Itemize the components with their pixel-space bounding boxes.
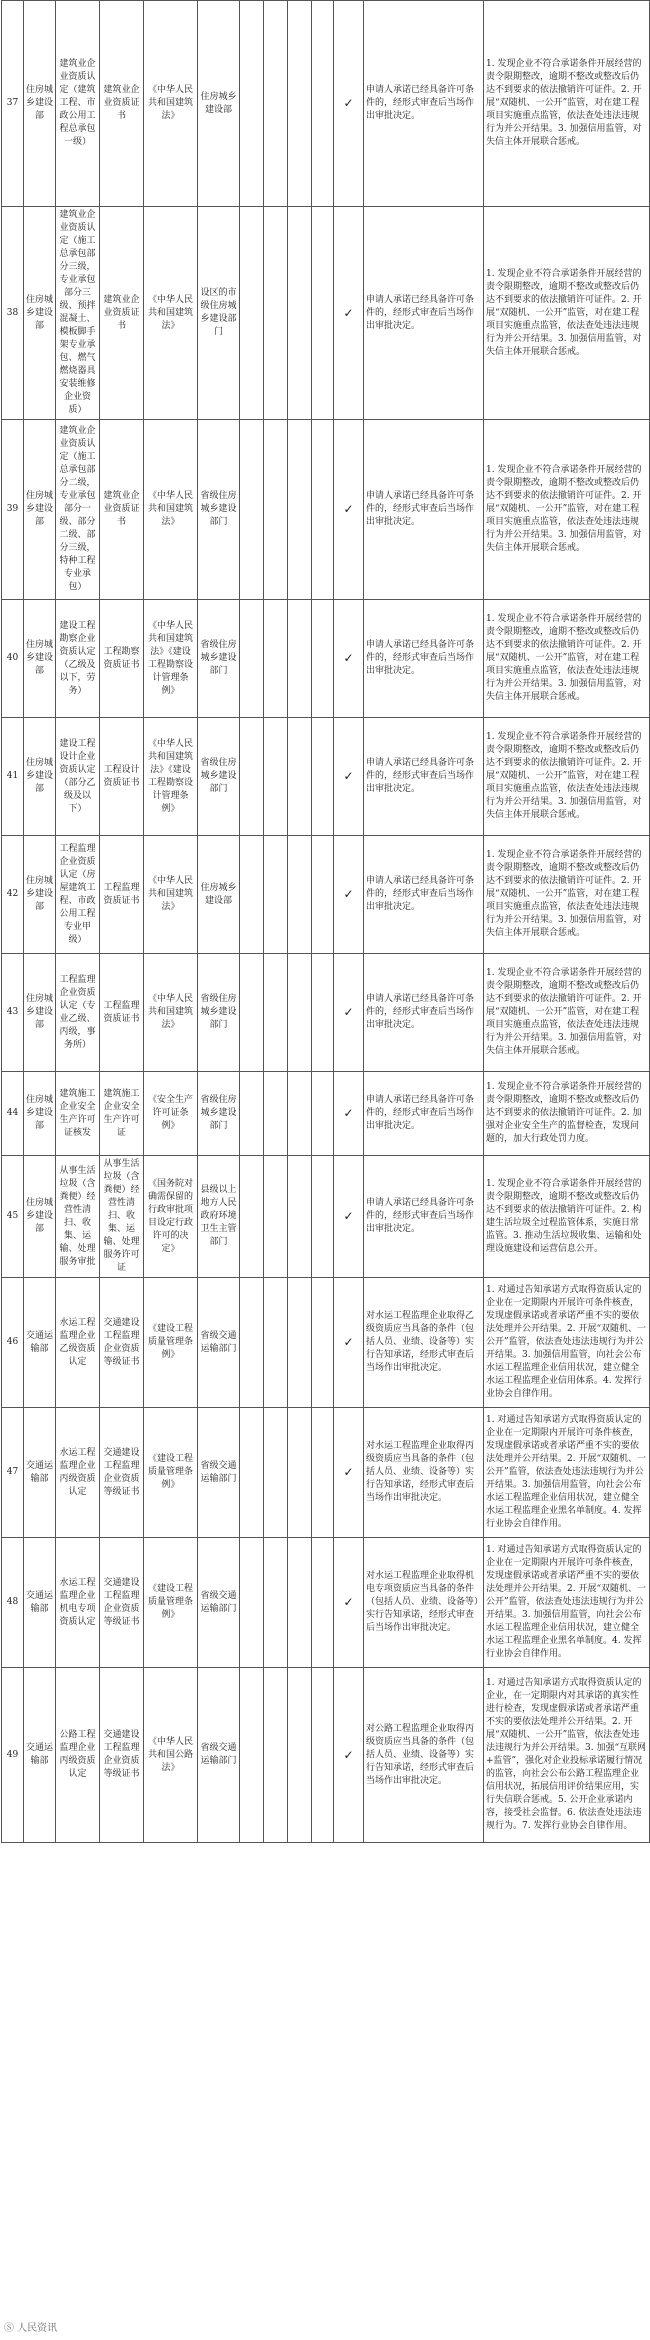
empty-cell <box>288 1538 312 1668</box>
certificate-cell: 交通建设工程监理企业资质等级证书 <box>100 1668 144 1843</box>
commitment-condition-cell: 申请人承诺已经具备许可条件的，经形式审查后当场作出审批决定。 <box>364 1 484 207</box>
legal-basis-cell: 《中华人民共和国建筑法》 <box>144 420 198 600</box>
supervision-measures-cell: 1. 对通过告知承诺方式取得资质认定的企业在一定期限内开展许可条件核查，发现虚假承诺或者承诺严重不实的要依法处理并公开结果。2. 开展“双随机、一公开”监管，依法查处违法违规行为并公开结果。3. 加强信用监管，向社会公布水运工程监理企业信用状况，建立健全水运工程监理企业黑名单制度。4. 发挥行业协会自律作用。 <box>484 1408 650 1538</box>
row-number: 39 <box>2 420 24 600</box>
empty-cell <box>240 1278 264 1408</box>
empty-cell <box>240 1156 264 1278</box>
empty-cell <box>240 1538 264 1668</box>
item-name-cell: 公路工程监理企业丙级资质认定 <box>56 1668 100 1843</box>
table-row <box>2 600 650 718</box>
empty-cell <box>240 1072 264 1156</box>
empty-cell <box>288 600 312 718</box>
commitment-condition-cell: 对水运工程监理企业取得机电专项资质应当具备的条件（包括人员、业绩、设备等）实行告知承诺，经形式审查后当场作出审批决定。 <box>364 1538 484 1668</box>
approval-authority-cell: 设区的市级住房城乡建设部门 <box>198 207 240 420</box>
empty-cell <box>312 420 334 600</box>
legal-basis-cell: 《建设工程质量管理条例》 <box>144 1538 198 1668</box>
empty-cell <box>312 207 334 420</box>
empty-cell <box>288 1072 312 1156</box>
table-row <box>2 1538 650 1668</box>
row-number: 46 <box>2 1278 24 1408</box>
commitment-condition-cell: 对公路工程监理企业取得丙级资质应当具备的条件（包括人员、业绩、设备等）实行告知承诺，经形式审查后当场作出审批决定。 <box>364 1668 484 1843</box>
approval-authority-cell: 县级以上地方人民政府环境卫生主管部门 <box>198 1156 240 1278</box>
item-name-cell: 工程监理企业资质认定（房屋建筑工程、市政公用工程专业甲级） <box>56 836 100 954</box>
empty-cell <box>264 207 288 420</box>
row-number: 38 <box>2 207 24 420</box>
table-row <box>2 420 650 600</box>
row-number: 48 <box>2 1538 24 1668</box>
approval-authority-cell: 省级交通运输部门 <box>198 1278 240 1408</box>
empty-cell <box>312 600 334 718</box>
row-number: 42 <box>2 836 24 954</box>
empty-cell <box>264 718 288 836</box>
approval-authority-cell: 省级住房城乡建设部门 <box>198 600 240 718</box>
approval-authority-cell: 省级住房城乡建设部门 <box>198 718 240 836</box>
empty-cell <box>240 718 264 836</box>
empty-cell <box>288 1278 312 1408</box>
table-row <box>2 207 650 420</box>
empty-cell <box>264 836 288 954</box>
certificate-cell: 交通建设工程监理企业资质等级证书 <box>100 1408 144 1538</box>
item-name-cell: 水运工程监理企业丙级资质认定 <box>56 1408 100 1538</box>
certificate-cell: 建筑施工企业安全生产许可证 <box>100 1072 144 1156</box>
item-name-cell: 从事生活垃圾（含粪便）经营性清扫、收集、运输、处理服务审批 <box>56 1156 100 1278</box>
empty-cell <box>288 954 312 1072</box>
checkmark-cell: ✓ <box>334 1278 364 1408</box>
approval-authority-cell: 省级住房城乡建设部门 <box>198 1072 240 1156</box>
certificate-cell: 建筑业企业资质证书 <box>100 420 144 600</box>
department-cell: 住房城乡建设部 <box>24 600 56 718</box>
supervision-measures-cell: 1. 发现企业不符合承诺条件开展经营的责令限期整改，逾期不整改或整改后仍达不到要求的依法撤销许可证件。2. 构建生活垃圾全过程监管体系，实施日常监管。3. 推动生活垃圾收集、运输和处理设施建设和运营信息公开。 <box>484 1156 650 1278</box>
certificate-cell: 交通建设工程监理企业资质等级证书 <box>100 1278 144 1408</box>
empty-cell <box>264 600 288 718</box>
certificate-cell: 建筑业企业资质证书 <box>100 207 144 420</box>
empty-cell <box>264 420 288 600</box>
item-name-cell: 建筑业企业资质认定（施工总承包部分三级，专业承包部分三级、预拌混凝土、模板脚手架专业承包、燃气燃烧器具安装维修企业资质） <box>56 207 100 420</box>
empty-cell <box>288 836 312 954</box>
checkmark-cell: ✓ <box>334 207 364 420</box>
supervision-measures-cell: 1. 发现企业不符合承诺条件开展经营的责令限期整改，逾期不整改或整改后仍达不到要求的依法撤销许可证件。2. 开展“双随机、一公开”监管，对在建工程项目实施重点监管，依法查处违法违规行为并公开结果。3. 加强信用监管，对失信主体开展联合惩戒。 <box>484 954 650 1072</box>
commitment-condition-cell: 申请人承诺已经具备许可条件的，经形式审查后当场作出审批决定。 <box>364 954 484 1072</box>
approval-authority-cell: 住房城乡建设部 <box>198 836 240 954</box>
checkmark-cell: ✓ <box>334 1072 364 1156</box>
checkmark-cell: ✓ <box>334 1156 364 1278</box>
table-row <box>2 1072 650 1156</box>
legal-basis-cell: 《中华人民共和国建筑法》《建设工程勘察设计管理条例》 <box>144 718 198 836</box>
row-number: 47 <box>2 1408 24 1538</box>
supervision-measures-cell: 1. 发现企业不符合承诺条件开展经营的责令限期整改，逾期不整改或整改后仍达不到要求的依法撤销许可证件。2. 开展“双随机、一公开”监管，对在建工程项目实施重点监管，依法查处违法违规行为并公开结果。3. 加强信用监管，对失信主体开展联合惩戒。 <box>484 718 650 836</box>
table-row <box>2 1 650 207</box>
item-name-cell: 建筑施工企业安全生产许可证核发 <box>56 1072 100 1156</box>
row-number: 49 <box>2 1668 24 1843</box>
commitment-condition-cell: 申请人承诺已经具备许可条件的，经形式审查后当场作出审批决定。 <box>364 420 484 600</box>
row-number: 37 <box>2 1 24 207</box>
department-cell: 住房城乡建设部 <box>24 718 56 836</box>
table-row <box>2 836 650 954</box>
department-cell: 住房城乡建设部 <box>24 420 56 600</box>
certificate-cell: 工程监理资质证书 <box>100 954 144 1072</box>
item-name-cell: 建设工程勘察企业资质认定（乙级及以下，劳务） <box>56 600 100 718</box>
empty-cell <box>240 207 264 420</box>
certificate-cell: 建筑业企业资质证书 <box>100 1 144 207</box>
empty-cell <box>240 1 264 207</box>
empty-cell <box>264 954 288 1072</box>
department-cell: 交通运输部 <box>24 1278 56 1408</box>
checkmark-cell: ✓ <box>334 1 364 207</box>
department-cell: 住房城乡建设部 <box>24 1 56 207</box>
supervision-measures-cell: 1. 对通过告知承诺方式取得资质认定的企业在一定期限内开展许可条件核查，发现虚假承诺或者承诺严重不实的要依法处理并公开结果。2. 开展“双随机、一公开”监管，依法查处违法违规行为并公开结果。3. 加强信用监管，向社会公布水运工程监理企业信用状况，建立健全水运工程监理企业信用体系。4. 发挥行业协会自律作用。 <box>484 1278 650 1408</box>
commitment-condition-cell: 申请人承诺已经具备许可条件的，经形式审查后当场作出审批决定。 <box>364 600 484 718</box>
checkmark-cell: ✓ <box>334 420 364 600</box>
supervision-measures-cell: 1. 对通过告知承诺方式取得资质认定的企业，在一定期限内对其承诺的真实性进行检查，发现虚假承诺或者承诺严重不实的要依法处理并公开结果。2. 开展“双随机、一公开”监管，依法查处违法违规行为并公开结果。3. 加强“互联网+监管”，强化对企业投标承诺履行情况的监管，向社会公布公路工程监理企业信用状况，拓展信用评价结果应用，实行失信联合惩戒。5. 公开企业承诺内容，接受社会监督。6. 依法查处违法违规行为。7. 发挥行业协会自律作用。 <box>484 1668 650 1843</box>
department-cell: 住房城乡建设部 <box>24 1072 56 1156</box>
row-number: 45 <box>2 1156 24 1278</box>
empty-cell <box>288 1 312 207</box>
item-name-cell: 建筑业企业资质认定（施工总承包部分二级，专业承包部分一级、部分二级、部分三级，特种工程专业承包） <box>56 420 100 600</box>
certificate-cell: 工程监理资质证书 <box>100 836 144 954</box>
empty-cell <box>264 1072 288 1156</box>
legal-basis-cell: 《中华人民共和国建筑法》《建设工程勘察设计管理条例》 <box>144 600 198 718</box>
legal-basis-cell: 《中华人民共和国建筑法》 <box>144 836 198 954</box>
empty-cell <box>264 1156 288 1278</box>
certificate-cell: 工程设计资质证书 <box>100 718 144 836</box>
checkmark-cell: ✓ <box>334 836 364 954</box>
empty-cell <box>312 1 334 207</box>
commitment-condition-cell: 申请人承诺已经具备许可条件的，经形式审查后当场作出审批决定。 <box>364 718 484 836</box>
commitment-condition-cell: 对水运工程监理企业取得丙级资质应当具备的条件（包括人员、业绩、设备等）实行告知承诺，经形式审查后当场作出审批决定。 <box>364 1408 484 1538</box>
table-body <box>2 1 650 1843</box>
empty-cell <box>288 420 312 600</box>
empty-cell <box>264 1278 288 1408</box>
department-cell: 交通运输部 <box>24 1668 56 1843</box>
supervision-measures-cell: 1. 发现企业不符合承诺条件开展经营的责令限期整改，逾期不整改或整改后仍达不到要求的依法撤销许可证件。2. 开展“双随机、一公开”监管，对在建工程项目实施重点监管，依法查处违法违规行为并公开结果。3. 加强信用监管，对失信主体开展联合惩戒。 <box>484 836 650 954</box>
empty-cell <box>264 1668 288 1843</box>
empty-cell <box>240 600 264 718</box>
commitment-condition-cell: 对水运工程监理企业取得乙级资质应当具备的条件（包括人员、业绩、设备等）实行告知承诺，经形式审查后当场作出审批决定。 <box>364 1278 484 1408</box>
commitment-condition-cell: 申请人承诺已经具备许可条件的，经形式审查后当场作出审批决定。 <box>364 836 484 954</box>
commitment-condition-cell: 申请人承诺已经具备许可条件的，经形式审查后当场作出审批决定。 <box>364 1072 484 1156</box>
table-row <box>2 1408 650 1538</box>
checkmark-cell: ✓ <box>334 718 364 836</box>
certificate-cell: 交通建设工程监理企业资质等级证书 <box>100 1538 144 1668</box>
empty-cell <box>240 1668 264 1843</box>
department-cell: 住房城乡建设部 <box>24 836 56 954</box>
approval-authority-cell: 省级交通运输部门 <box>198 1668 240 1843</box>
item-name-cell: 建筑业企业资质认定（建筑工程、市政公用工程总承包一级） <box>56 1 100 207</box>
legal-basis-cell: 《中华人民共和国建筑法》 <box>144 1 198 207</box>
supervision-measures-cell: 1. 发现企业不符合承诺条件开展经营的责令限期整改，逾期不整改或整改后仍达不到要求的依法撤销许可证件。2. 开展“双随机、一公开”监管，对在建工程项目实施重点监管，依法查处违法违规行为并公开结果。3. 加强信用监管，对失信主体开展联合惩戒。 <box>484 600 650 718</box>
empty-cell <box>264 1538 288 1668</box>
empty-cell <box>240 954 264 1072</box>
empty-cell <box>312 954 334 1072</box>
empty-cell <box>264 1 288 207</box>
empty-cell <box>240 836 264 954</box>
department-cell: 交通运输部 <box>24 1538 56 1668</box>
approval-authority-cell: 省级交通运输部门 <box>198 1538 240 1668</box>
commitment-condition-cell: 申请人承诺已经具备许可条件的，经形式审查后当场作出审批决定。 <box>364 1156 484 1278</box>
row-number: 44 <box>2 1072 24 1156</box>
department-cell: 住房城乡建设部 <box>24 1156 56 1278</box>
watermark: Ⓢ 人民资讯 <box>4 2323 58 2334</box>
item-name-cell: 水运工程监理企业机电专项资质认定 <box>56 1538 100 1668</box>
legal-basis-cell: 《中华人民共和国建筑法》 <box>144 954 198 1072</box>
table-row <box>2 1278 650 1408</box>
approval-authority-cell: 住房城乡建设部 <box>198 1 240 207</box>
checkmark-cell: ✓ <box>334 1408 364 1538</box>
empty-cell <box>288 1668 312 1843</box>
table-row <box>2 718 650 836</box>
empty-cell <box>240 1408 264 1538</box>
empty-cell <box>288 718 312 836</box>
certificate-cell: 工程勘察资质证书 <box>100 600 144 718</box>
empty-cell <box>288 1408 312 1538</box>
empty-cell <box>312 1278 334 1408</box>
empty-cell <box>240 420 264 600</box>
row-number: 40 <box>2 600 24 718</box>
empty-cell <box>312 1408 334 1538</box>
empty-cell <box>312 1072 334 1156</box>
legal-basis-cell: 《建设工程质量管理条例》 <box>144 1278 198 1408</box>
table-row <box>2 1668 650 1843</box>
empty-cell <box>312 1668 334 1843</box>
row-number: 43 <box>2 954 24 1072</box>
empty-cell <box>312 718 334 836</box>
checkmark-cell: ✓ <box>334 954 364 1072</box>
legal-basis-cell: 《安全生产许可证条例》 <box>144 1072 198 1156</box>
supervision-measures-cell: 1. 发现企业不符合承诺条件开展经营的责令限期整改，逾期不整改或整改后仍达不到要求的依法撤销许可证件。2. 加强对企业安全生产的监督检查，发现问题的，加大行政处罚力度。 <box>484 1072 650 1156</box>
legal-basis-cell: 《国务院对确需保留的行政审批项目设定行政许可的决定》 <box>144 1156 198 1278</box>
legal-basis-cell: 《中华人民共和国公路法》 <box>144 1668 198 1843</box>
table-row <box>2 1156 650 1278</box>
checkmark-cell: ✓ <box>334 1668 364 1843</box>
legal-basis-cell: 《建设工程质量管理条例》 <box>144 1408 198 1538</box>
row-number: 41 <box>2 718 24 836</box>
empty-cell <box>288 207 312 420</box>
empty-cell <box>288 1156 312 1278</box>
department-cell: 住房城乡建设部 <box>24 207 56 420</box>
checkmark-cell: ✓ <box>334 600 364 718</box>
empty-cell <box>312 1538 334 1668</box>
legal-basis-cell: 《中华人民共和国建筑法》 <box>144 207 198 420</box>
permit-table <box>1 0 650 1843</box>
supervision-measures-cell: 1. 发现企业不符合承诺条件开展经营的责令限期整改，逾期不整改或整改后仍达不到要求的依法撤销许可证件。2. 开展“双随机、一公开”监管，对在建工程项目实施重点监管，依法查处违法违规行为并公开结果。3. 加强信用监管，对失信主体开展联合惩戒。 <box>484 420 650 600</box>
approval-authority-cell: 省级住房城乡建设部门 <box>198 954 240 1072</box>
item-name-cell: 工程监理企业资质认定（专业乙级、丙级，事务所） <box>56 954 100 1072</box>
department-cell: 住房城乡建设部 <box>24 954 56 1072</box>
approval-authority-cell: 省级交通运输部门 <box>198 1408 240 1538</box>
empty-cell <box>264 1408 288 1538</box>
certificate-cell: 从事生活垃圾（含粪便）经营性清扫、收集、运输、处理服务许可证 <box>100 1156 144 1278</box>
supervision-measures-cell: 1. 发现企业不符合承诺条件开展经营的责令限期整改，逾期不整改或整改后仍达不到要求的依法撤销许可证件。2. 开展“双随机、一公开”监管，对在建工程项目实施重点监管，依法查处违法违规行为并公开结果。3. 加强信用监管，对失信主体开展联合惩戒。 <box>484 207 650 420</box>
approval-authority-cell: 省级住房城乡建设部门 <box>198 420 240 600</box>
checkmark-cell: ✓ <box>334 1538 364 1668</box>
supervision-measures-cell: 1. 对通过告知承诺方式取得资质认定的企业在一定期限内开展许可条件核查，发现虚假承诺或者承诺严重不实的要依法处理并公开结果。2. 开展“双随机、一公开”监管，依法查处违法违规行为并公开结果。3. 加强信用监管，向社会公布水运工程监理企业信用状况，建立健全水运工程监理企业黑名单制度。4. 发挥行业协会自律作用。 <box>484 1538 650 1668</box>
supervision-measures-cell: 1. 发现企业不符合承诺条件开展经营的责令限期整改，逾期不整改或整改后仍达不到要求的依法撤销许可证件。2. 开展“双随机、一公开”监管，对在建工程项目实施重点监管，依法查处违法违规行为并公开结果。3. 加强信用监管，对失信主体开展联合惩戒。 <box>484 1 650 207</box>
table-row <box>2 954 650 1072</box>
empty-cell <box>312 1156 334 1278</box>
empty-cell <box>312 836 334 954</box>
item-name-cell: 建设工程设计企业资质认定（部分乙级及以下） <box>56 718 100 836</box>
commitment-condition-cell: 申请人承诺已经具备许可条件的，经形式审查后当场作出审批决定。 <box>364 207 484 420</box>
item-name-cell: 水运工程监理企业乙级资质认定 <box>56 1278 100 1408</box>
department-cell: 交通运输部 <box>24 1408 56 1538</box>
